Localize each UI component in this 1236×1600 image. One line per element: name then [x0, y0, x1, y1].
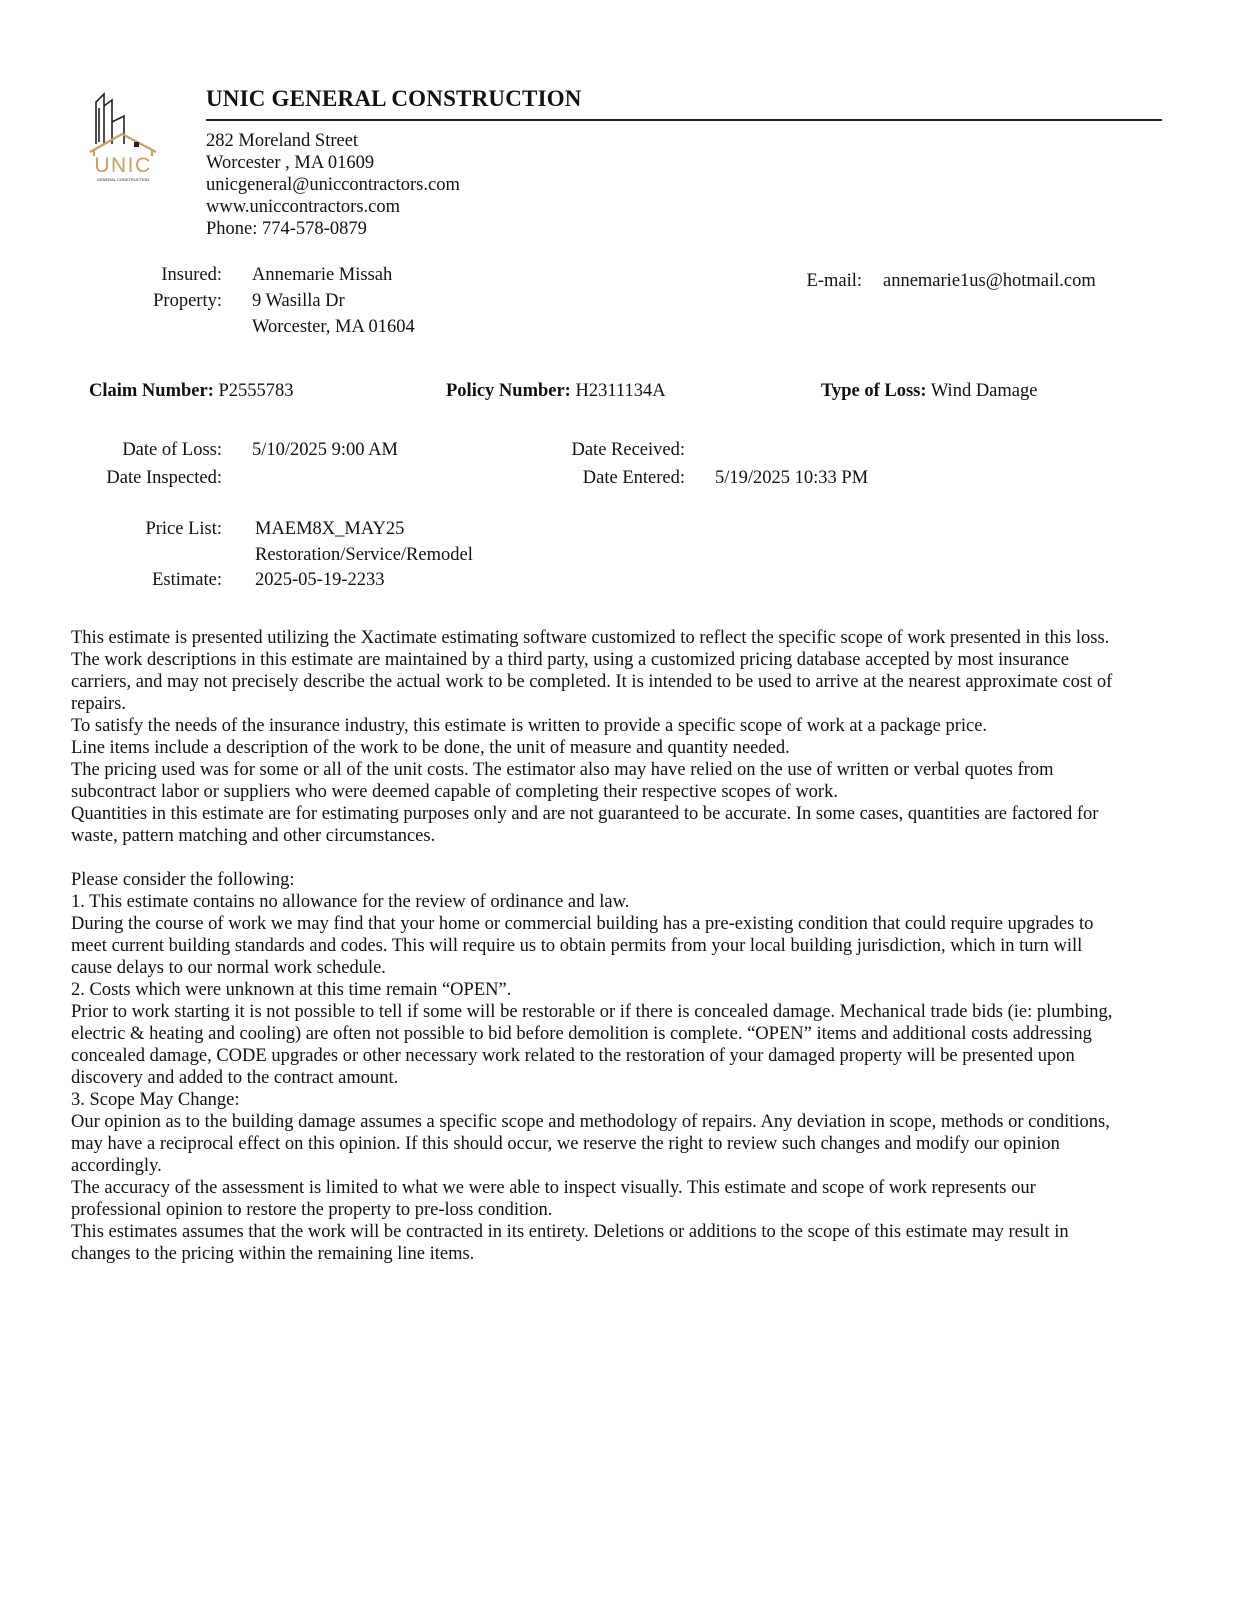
building-logo-icon	[86, 92, 160, 184]
logo-subtext: GENERAL CONSTRUCTION	[96, 177, 150, 182]
company-name: UNIC GENERAL CONSTRUCTION	[206, 86, 582, 111]
date-entered-label: Date Entered:	[582, 468, 685, 488]
intro-paragraph: This estimate is presented utilizing the Xactimate estimating software customized to reflect the specific scope of work presented in this loss.	[71, 628, 1110, 648]
estimate-value: 2025-05-19-2233	[255, 570, 385, 590]
price-list-value: MAEM8X_MAY25	[255, 519, 405, 539]
company-address-block	[206, 130, 460, 240]
header-divider	[206, 119, 1162, 121]
consideration-detail: The accuracy of the assessment is limited to what we were able to inspect visually. This estimate and scope of work represents our professional opinion to restore the property to pre-loss condition.	[71, 1178, 1036, 1220]
intro-paragraph: The pricing used was for some or all of the unit costs. The estimator also may have relied on the use of written or verbal quotes from subcontract labor or suppliers who were deemed capable of completing their respective scopes of work.	[71, 760, 1054, 802]
date-entered-value: 5/19/2025 10:33 PM	[715, 468, 869, 488]
company-street: 282 Moreland Street	[206, 131, 359, 151]
consideration-detail: During the course of work we may find that your home or commercial building has a pre-existing condition that could require upgrades to meet current building standards and codes. This will require us to obtain permits from your local building jurisdiction, which in turn will cause delays to our normal work schedule.	[71, 914, 1094, 978]
loss-type-value: Wind Damage	[930, 381, 1038, 401]
intro-paragraph: Quantities in this estimate are for estimating purposes only and are not guaranteed to be accurate. In some cases, quantities are factored for waste, pattern matching and other circumstances.	[71, 804, 1099, 846]
estimate-disclaimer	[71, 627, 1121, 1265]
price-list-sub: Restoration/Service/Remodel	[255, 545, 473, 565]
estimate-label: Estimate:	[152, 570, 222, 590]
intro-paragraph: Line items include a description of the work to be done, the unit of measure and quantity needed.	[71, 738, 790, 758]
intro-paragraph: To satisfy the needs of the insurance industry, this estimate is written to provide a specific scope of work at a package price.	[71, 716, 988, 736]
email-label: E-mail:	[806, 271, 862, 291]
property-line1: 9 Wasilla Dr	[252, 291, 345, 311]
company-city: Worcester , MA 01609	[206, 153, 375, 173]
policy-number-label: Policy Number:	[446, 381, 571, 401]
consideration-item: 3. Scope May Change:	[71, 1090, 240, 1110]
company-logo	[86, 92, 160, 184]
consideration-detail: This estimates assumes that the work will be contracted in its entirety. Deletions or additions to the scope of this estimate may result in changes to the pricing within the remaining line items.	[71, 1222, 1069, 1264]
logo-wordmark: UNIC	[94, 154, 152, 177]
consideration-detail: Our opinion as to the building damage assumes a specific scope and methodology of repairs. Any deviation in scope, methods or conditions, may have a reciprocal effect on this opinion. If this should occur, we reserve the right to review such changes and modify our opinion accordingly.	[71, 1112, 1110, 1176]
company-email: unicgeneral@uniccontractors.com	[206, 175, 460, 195]
date-of-loss-value: 5/10/2025 9:00 AM	[252, 440, 398, 460]
date-received-label: Date Received:	[571, 440, 685, 460]
property-label: Property:	[153, 291, 222, 311]
loss-type-label: Type of Loss:	[821, 381, 927, 401]
insured-email: annemarie1us@hotmail.com	[883, 271, 1096, 291]
consideration-item: 1. This estimate contains no allowance for the review of ordinance and law.	[71, 892, 630, 912]
consideration-detail: Prior to work starting it is not possible to tell if some will be restorable or if there is concealed damage. Mechanical trade bids (ie: plumbing, electric & heating and cooling) are often not possible to bid before demolition is complete. “OPEN” items and additional costs addressing concealed damage, CODE upgrades or other necessary work related to the restoration of your damaged property will be presented upon discovery and added to the contract amount.	[71, 1002, 1113, 1088]
claim-number-label: Claim Number:	[89, 381, 214, 401]
policy-number-value: H2311134A	[575, 381, 666, 401]
price-list-label: Price List:	[145, 519, 222, 539]
date-of-loss-label: Date of Loss:	[122, 440, 222, 460]
considerations-heading: Please consider the following:	[71, 870, 295, 890]
consideration-item: 2. Costs which were unknown at this time remain “OPEN”.	[71, 980, 512, 1000]
policy-number	[446, 381, 666, 402]
property-line2: Worcester, MA 01604	[252, 317, 415, 337]
intro-paragraph: The work descriptions in this estimate are maintained by a third party, using a customized pricing database accepted by most insurance carriers, and may not precisely describe the actual work to be completed. It is intended to be used to arrive at the nearest approximate cost of repairs.	[71, 650, 1113, 714]
company-website: www.uniccontractors.com	[206, 197, 401, 217]
loss-type	[821, 381, 1037, 402]
insured-name: Annemarie Missah	[252, 265, 393, 285]
claim-number	[89, 381, 294, 402]
insured-label: Insured:	[161, 265, 222, 285]
claim-number-value: P2555783	[218, 381, 294, 401]
company-phone: Phone: 774-578-0879	[206, 219, 367, 239]
date-inspected-label: Date Inspected:	[106, 468, 222, 488]
